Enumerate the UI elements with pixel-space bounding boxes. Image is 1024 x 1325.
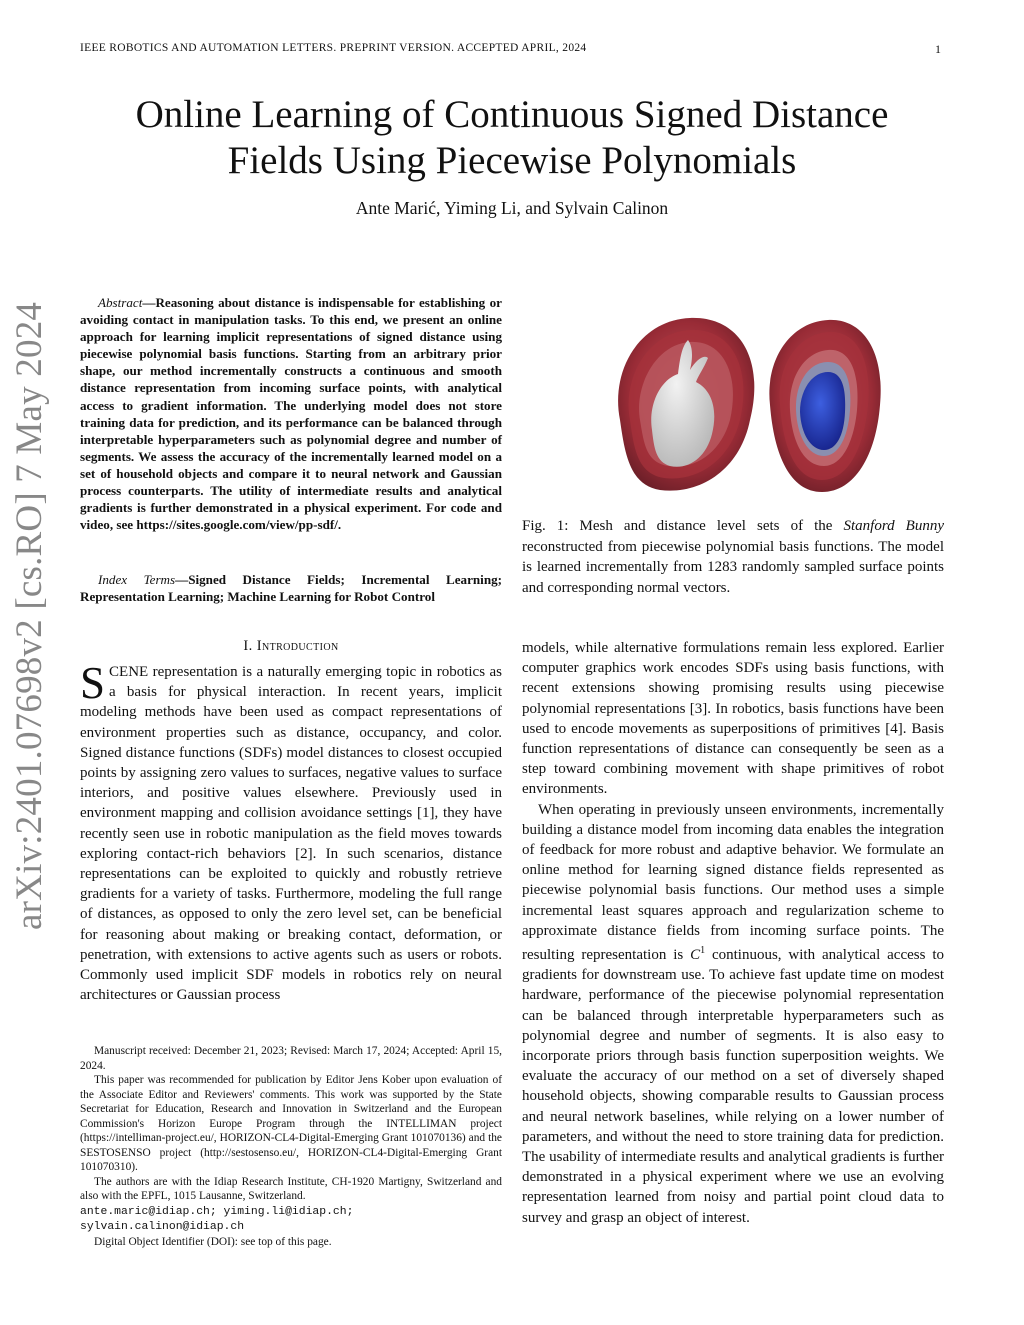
footnote-recommended: This paper was recommended for publication by Editor Jens Kober upon evaluation of the Associate Editor and Reviewers' comments. This work was supported by the State Secretariat for Education, Research and Innovation in Switzerland and the European Commission's Horizon Europe Program through the INTELLIMAN project (https://intelliman-project.eu/, HORIZON-CL4-Digital-Emerging Grant 101070136) and the SESTOSENSO project (http://sestosenso.eu/, HORIZON-CL4-Digital-Emerging Grant 101070310). bbox=[80, 1074, 502, 1173]
math-c: C bbox=[690, 947, 701, 964]
index-terms bbox=[80, 571, 502, 605]
intro-left-column bbox=[80, 658, 502, 1005]
emails-line-2[interactable]: sylvain.calinon@idiap.ch bbox=[80, 1221, 245, 1233]
index-terms-text: —Signed Distance Fields; Incremental Learning; Representation Learning; Machine Learning for Robot Control bbox=[80, 572, 503, 605]
emails-line-1[interactable]: ante.maric@idiap.ch; yiming.li@idiap.ch; bbox=[80, 1205, 354, 1218]
dropcap: S bbox=[80, 658, 106, 708]
right-paragraph-2: When operating in previously unseen environments, incrementally building a distance model from incoming data enables the integration of feedback for more robust and adaptive behavior. We formulate an online method for learning signed distance fields represented as piecewise polynomial basis functions. Our method uses a simple incremental least squares approach and regularization scheme to approximate distance fields from incoming surface points. The resulting representation is $C^1$ continuous, with analytical access to gradients for downstream use. To achieve fast update time on modest hardware, performance of the piecewise polynomial representation can be balanced through interpretable hyperparameters such as polynomial degree and number of segments. It is also easy to incorporate priors through basis function superposition weights. We evaluate the accuracy of our method on a set of diversely shaped household objects, showing comparable results to Gaussian process and neural network baselines, while relying on a lower number of parameters, and without the need to store training data for prediction. The usability of intermediate results and analytical gradients is further demonstrated in a physical experiment where we use an evolving representation learned from noisy and partial point cloud data to survey and grasp an object of interest. bbox=[522, 801, 944, 1226]
math-sup: 1 bbox=[700, 945, 706, 957]
arxiv-stamp: arXiv:2401.07698v2 [cs.RO] 7 May 2024 bbox=[9, 301, 50, 930]
footnote-affiliation: The authors are with the Idiap Research Institute, CH-1920 Martigny, Switzerland and also with the EPFL, 1015 Lausanne, Switzerland. bbox=[80, 1175, 502, 1202]
footnotes bbox=[80, 1044, 502, 1249]
abstract-text: —Reasoning about distance is indispensable for establishing or avoiding contact in manipulation tasks. To this end, we present an online approach for learning implicit representations of signed distance using piecewise polynomial basis functions. Starting from an arbitrary prior shape, our method incrementally constructs a continuous and smooth distance representation from incoming surface points, with analytical access to gradient information. The underlying model does not store training data for prediction, and its performance can be balanced through interpretable hyperparameters such as polynomial degree and number of segments. We assess the accuracy of the incrementally learned model on a set of household objects and compare it to neural network and Gaussian process counterparts. The utility of intermediate results and analytical gradients is further demonstrated in a physical experiment. For code and video, see https://sites.google.com/view/pp-sdf/. bbox=[80, 295, 502, 533]
footnote-received: Manuscript received: December 21, 2023; Revised: March 17, 2024; Accepted: April 15, 2024. bbox=[80, 1045, 502, 1072]
stanford-bunny-figure bbox=[600, 310, 900, 500]
intro-right-column bbox=[522, 638, 944, 1228]
left-level-sets bbox=[618, 318, 754, 491]
journal-header: IEEE ROBOTICS AND AUTOMATION LETTERS. PREPRINT VERSION. ACCEPTED APRIL, 2024 bbox=[80, 42, 587, 54]
page-number: 1 bbox=[935, 42, 941, 56]
figure-caption: Fig. 1: Mesh and distance level sets of the Stanford Bunny reconstructed from piecewise polynomial basis functions. The model is learned incrementally from 1283 randomly sampled surface points and corresponding normal vectors. bbox=[522, 518, 944, 596]
section-title: Introduction bbox=[256, 638, 339, 654]
intro-left-text: CENE representation is a naturally emerging topic in robotics as a basis for physical interaction. In recent years, implicit modeling methods have been used as compact representations of environment properties such as distance, occupancy, and color. Signed distance functions (SDFs) model distances to closest occupied points by assigning zero values to surfaces, negative values to surface interiors, and positive values elsewhere. Previously used in environment mapping and collision avoidance settings [1], they have recently seen use in robotic manipulation as the field moves towards exploring contact-rich behaviors [2]. In such scenarios, distance representations can be exploited to quickly and robustly retrieve gradients for a variety of tasks. Furthermore, modeling the full range of distances, as opposed to only the zero level set, can be beneficial for reasoning about making or breaking contact, deformation, or penetration, with extensions to active agents such as users or robots. Commonly used implicit SDF models in robotics rely on neural architectures or Gaussian process bbox=[80, 664, 502, 1004]
section-heading bbox=[80, 638, 502, 655]
title-line-1: Online Learning of Continuous Signed Distance bbox=[135, 93, 889, 136]
index-terms-label: Index Terms bbox=[98, 572, 176, 587]
title-line-2: Fields Using Piecewise Polynomials bbox=[227, 139, 797, 182]
right-level-sets bbox=[769, 320, 880, 492]
right-paragraph-1: models, while alternative formulations remain less explored. Earlier computer graphics work encodes SDFs using basis functions, with recent extensions showing promising results using piecewise polynomial representations [3]. In robotics, basis functions have been used to encode movements as superpositions of primitives [4]. Basis function representations of distance can consequently be seen as a step toward combining movement with shape primitives of robot environments. bbox=[522, 640, 944, 798]
authors: Ante Marić, Yiming Li, and Sylvain Calinon bbox=[355, 198, 669, 218]
section-number: I. bbox=[243, 638, 253, 654]
footnote-emails bbox=[80, 1204, 502, 1235]
caption-italic: Stanford Bunny bbox=[843, 518, 944, 534]
paper-title bbox=[80, 92, 944, 184]
footnote-doi: Digital Object Identifier (DOI): see top of this page. bbox=[94, 1235, 332, 1248]
abstract-label: Abstract bbox=[98, 295, 143, 310]
abstract bbox=[80, 294, 502, 533]
